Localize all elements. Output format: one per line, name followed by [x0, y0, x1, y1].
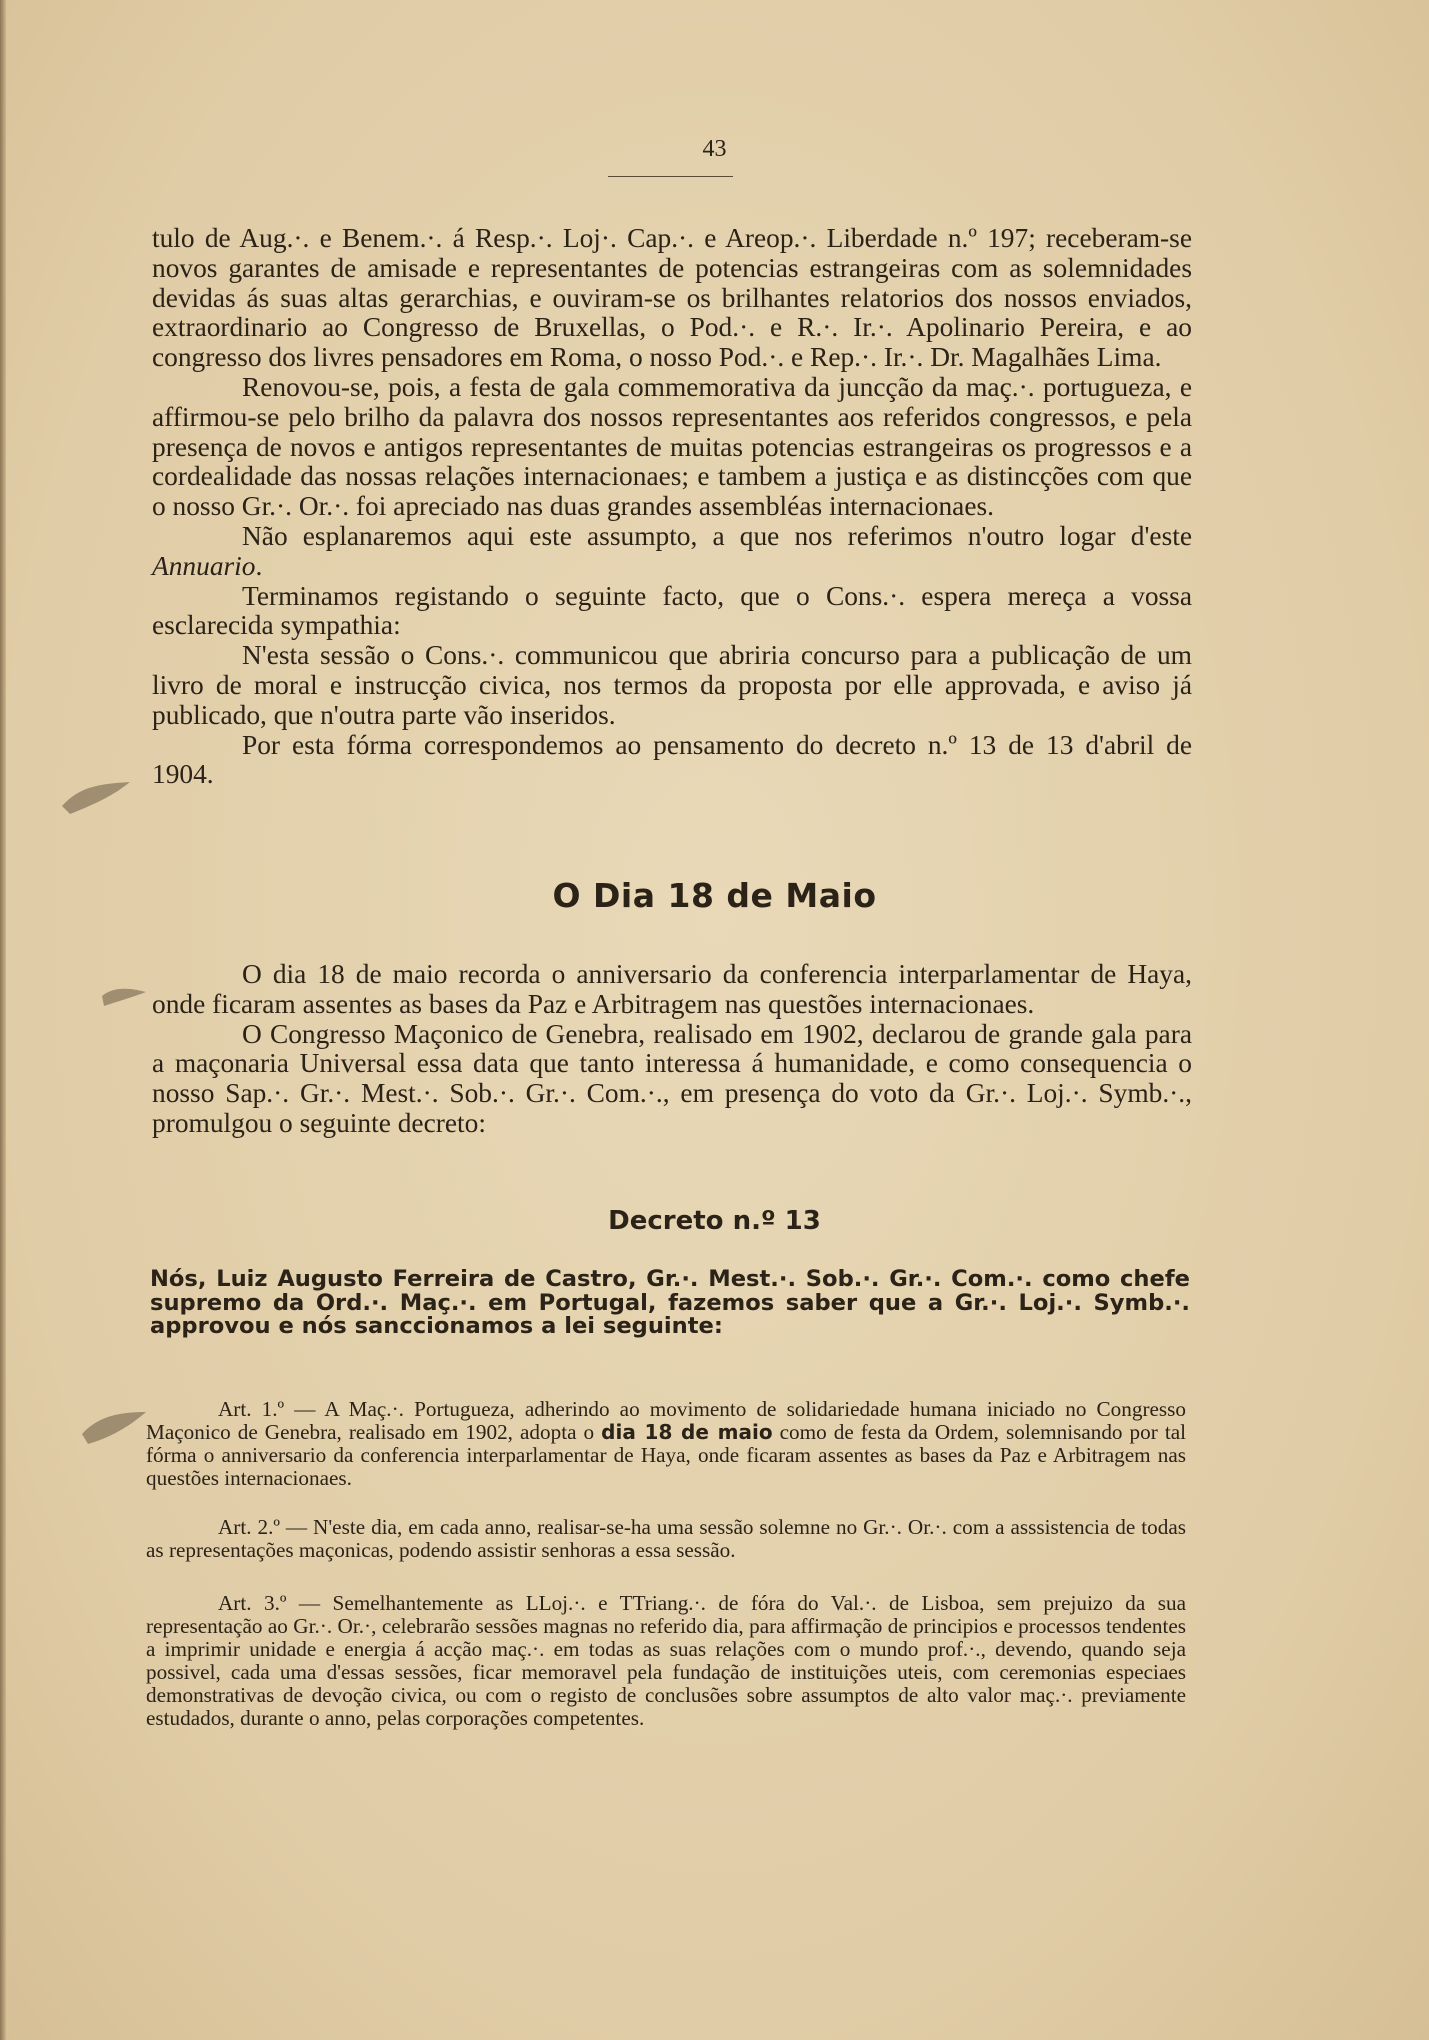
article-3: Art. 3.º — Semelhantemente as LLoj.·. e TTriang.·. de fóra do Val.·. de Lisboa, sem prejuizo da sua representação ao Gr.·. Or.·, celebrarão sessões magnas no referido dia, para affirmação de principios e processos tendentes a imprimir unidade e energia á acção maç.·. em todas as suas relações com o mundo prof.·., devendo, quando seja possivel, cada uma d'essas sessões, ficar memoravel pela fundação de instituições uteis, com ceremonias especiaes demonstrativas de devoção civica, ou com o registo de conclusões sobre assumptos de alto valor maç.·. previamente estudados, durante o anno, pelas corporações competentes. — [146, 1591, 1186, 1730]
article-1 — [146, 1398, 1186, 1490]
paragraph-terminamos: Terminamos registando o seguinte facto, que o Cons.·. espera mereça a vossa esclarecida sympathia: — [152, 580, 1192, 641]
paragraph-esplanaremos — [152, 522, 1192, 582]
section-text — [152, 960, 1192, 1139]
page-number: 43 — [702, 136, 727, 162]
decree-intro: Nós, Luiz Augusto Ferreira de Castro, Gr.·. Mest.·. Sob.·. Gr.·. Com.·. como chefe supremo da Ord.·. Maç.·. em Portugal, fazemos saber que a Gr.·. Loj.·. Symb.·. approvou e nós sanccionamos a lei seguinte: — [150, 1266, 1190, 1339]
article-1-text: Art. 1.º — A Maç.·. Portugueza, adherindo ao movimento de solidariedade humana iniciado no Congresso Maçonico de Genebra, realisado em 1902, adopta o — [146, 1397, 1186, 1444]
paragraph-sessao: N'esta sessão o Cons.·. communicou que abriria concurso para a publicação de um livro de moral e instrucção civica, nos termos da proposta por elle approvada, e aviso já publicado, que n'outra parte vão inseridos. — [152, 640, 1192, 730]
ink-stain-mark — [60, 776, 140, 816]
paragraph-dia-18: O dia 18 de maio recorda o anniversario da conferencia interparlamentar de Haya, onde ficaram assentes as bases da Paz e Arbitragem nas questões internacionaes. — [152, 959, 1192, 1019]
annuario-italic: Annuario — [152, 550, 256, 581]
article-1-text-end: como de festa da Ordem, solemnisando por tal fórma o anniversario da conferencia interparlamentar de Haya, onde ficaram assentes as bases da Paz e Arbitragem nas questões internacionaes. — [146, 1420, 1186, 1490]
paragraph-decreto-ref: Por esta fórma correspondemos ao pensamento do decreto n.º 13 de 13 d'abril de 1904. — [152, 729, 1192, 790]
page-number-rule — [608, 176, 733, 177]
decree-heading: Decreto n.º 13 — [608, 1206, 821, 1236]
paragraph-esplanaremos-text: Não esplanaremos aqui este assumpto, a que nos referimos n'outro logar d'este — [242, 520, 1192, 551]
decree-articles — [146, 1398, 1186, 1756]
page-binding-edge — [0, 0, 6, 2040]
paragraph-renovou: Renovou-se, pois, a festa de gala commemorativa da juncção da maç.·. portugueza, e affirmou-se pelo brilho da palavra dos nossos representantes aos referidos congressos, e pela presença de novos e antigos representantes de muitas potencias estrangeiras os progressos e a cordealidade das nossas relações internacionaes; e tambem a justiça e as distincções com que o nosso Gr.·. Or.·. foi apreciado nas duas grandes assembléas internacionaes. — [152, 371, 1192, 522]
paragraph-continuation: tulo de Aug.·. e Benem.·. á Resp.·. Loj·. Cap.·. e Areop.·. Liberdade n.º 197; receberam-se novos garantes de amisade e representantes de potencias estrangeiras com as solemnidades devidas ás suas altas gerarchias, e ouviram-se os brilhantes relatorios dos nossos enviados, extraordinario ao Congresso de Bruxellas, o Pod.·. e R.·. Ir.·. Apolinario Pereira, e ao congresso dos livres pensadores em Roma, o nosso Pod.·. e Rep.·. Ir.·. Dr. Magalhães Lima. — [152, 223, 1192, 373]
paragraph-congresso: O Congresso Maçonico de Genebra, realisado em 1902, declarou de grande gala para a maçonaria Universal essa data que tanto interessa á humanidade, e como consequencia o nosso Sap.·. Gr.·. Mest.·. Sob.·. Gr.·. Com.·., em presença do voto da Gr.·. Loj.·. Symb.·., promulgou o seguinte decreto: — [152, 1018, 1192, 1138]
section-title: O Dia 18 de Maio — [552, 876, 877, 915]
article-1-highlight: dia 18 de maio — [601, 1420, 773, 1444]
ink-stain-mark-3 — [80, 1408, 150, 1448]
paragraph-esplanaremos-end: . — [255, 550, 263, 581]
article-2: Art. 2.º — N'este dia, em cada anno, realisar-se-ha uma sessão solemne no Gr.·. Or.·. com a asssistencia de todas as representações maçonicas, podendo assistir senhoras a essa sessão. — [146, 1515, 1186, 1562]
ink-stain-mark-2 — [100, 984, 150, 1008]
opening-text — [152, 224, 1192, 790]
